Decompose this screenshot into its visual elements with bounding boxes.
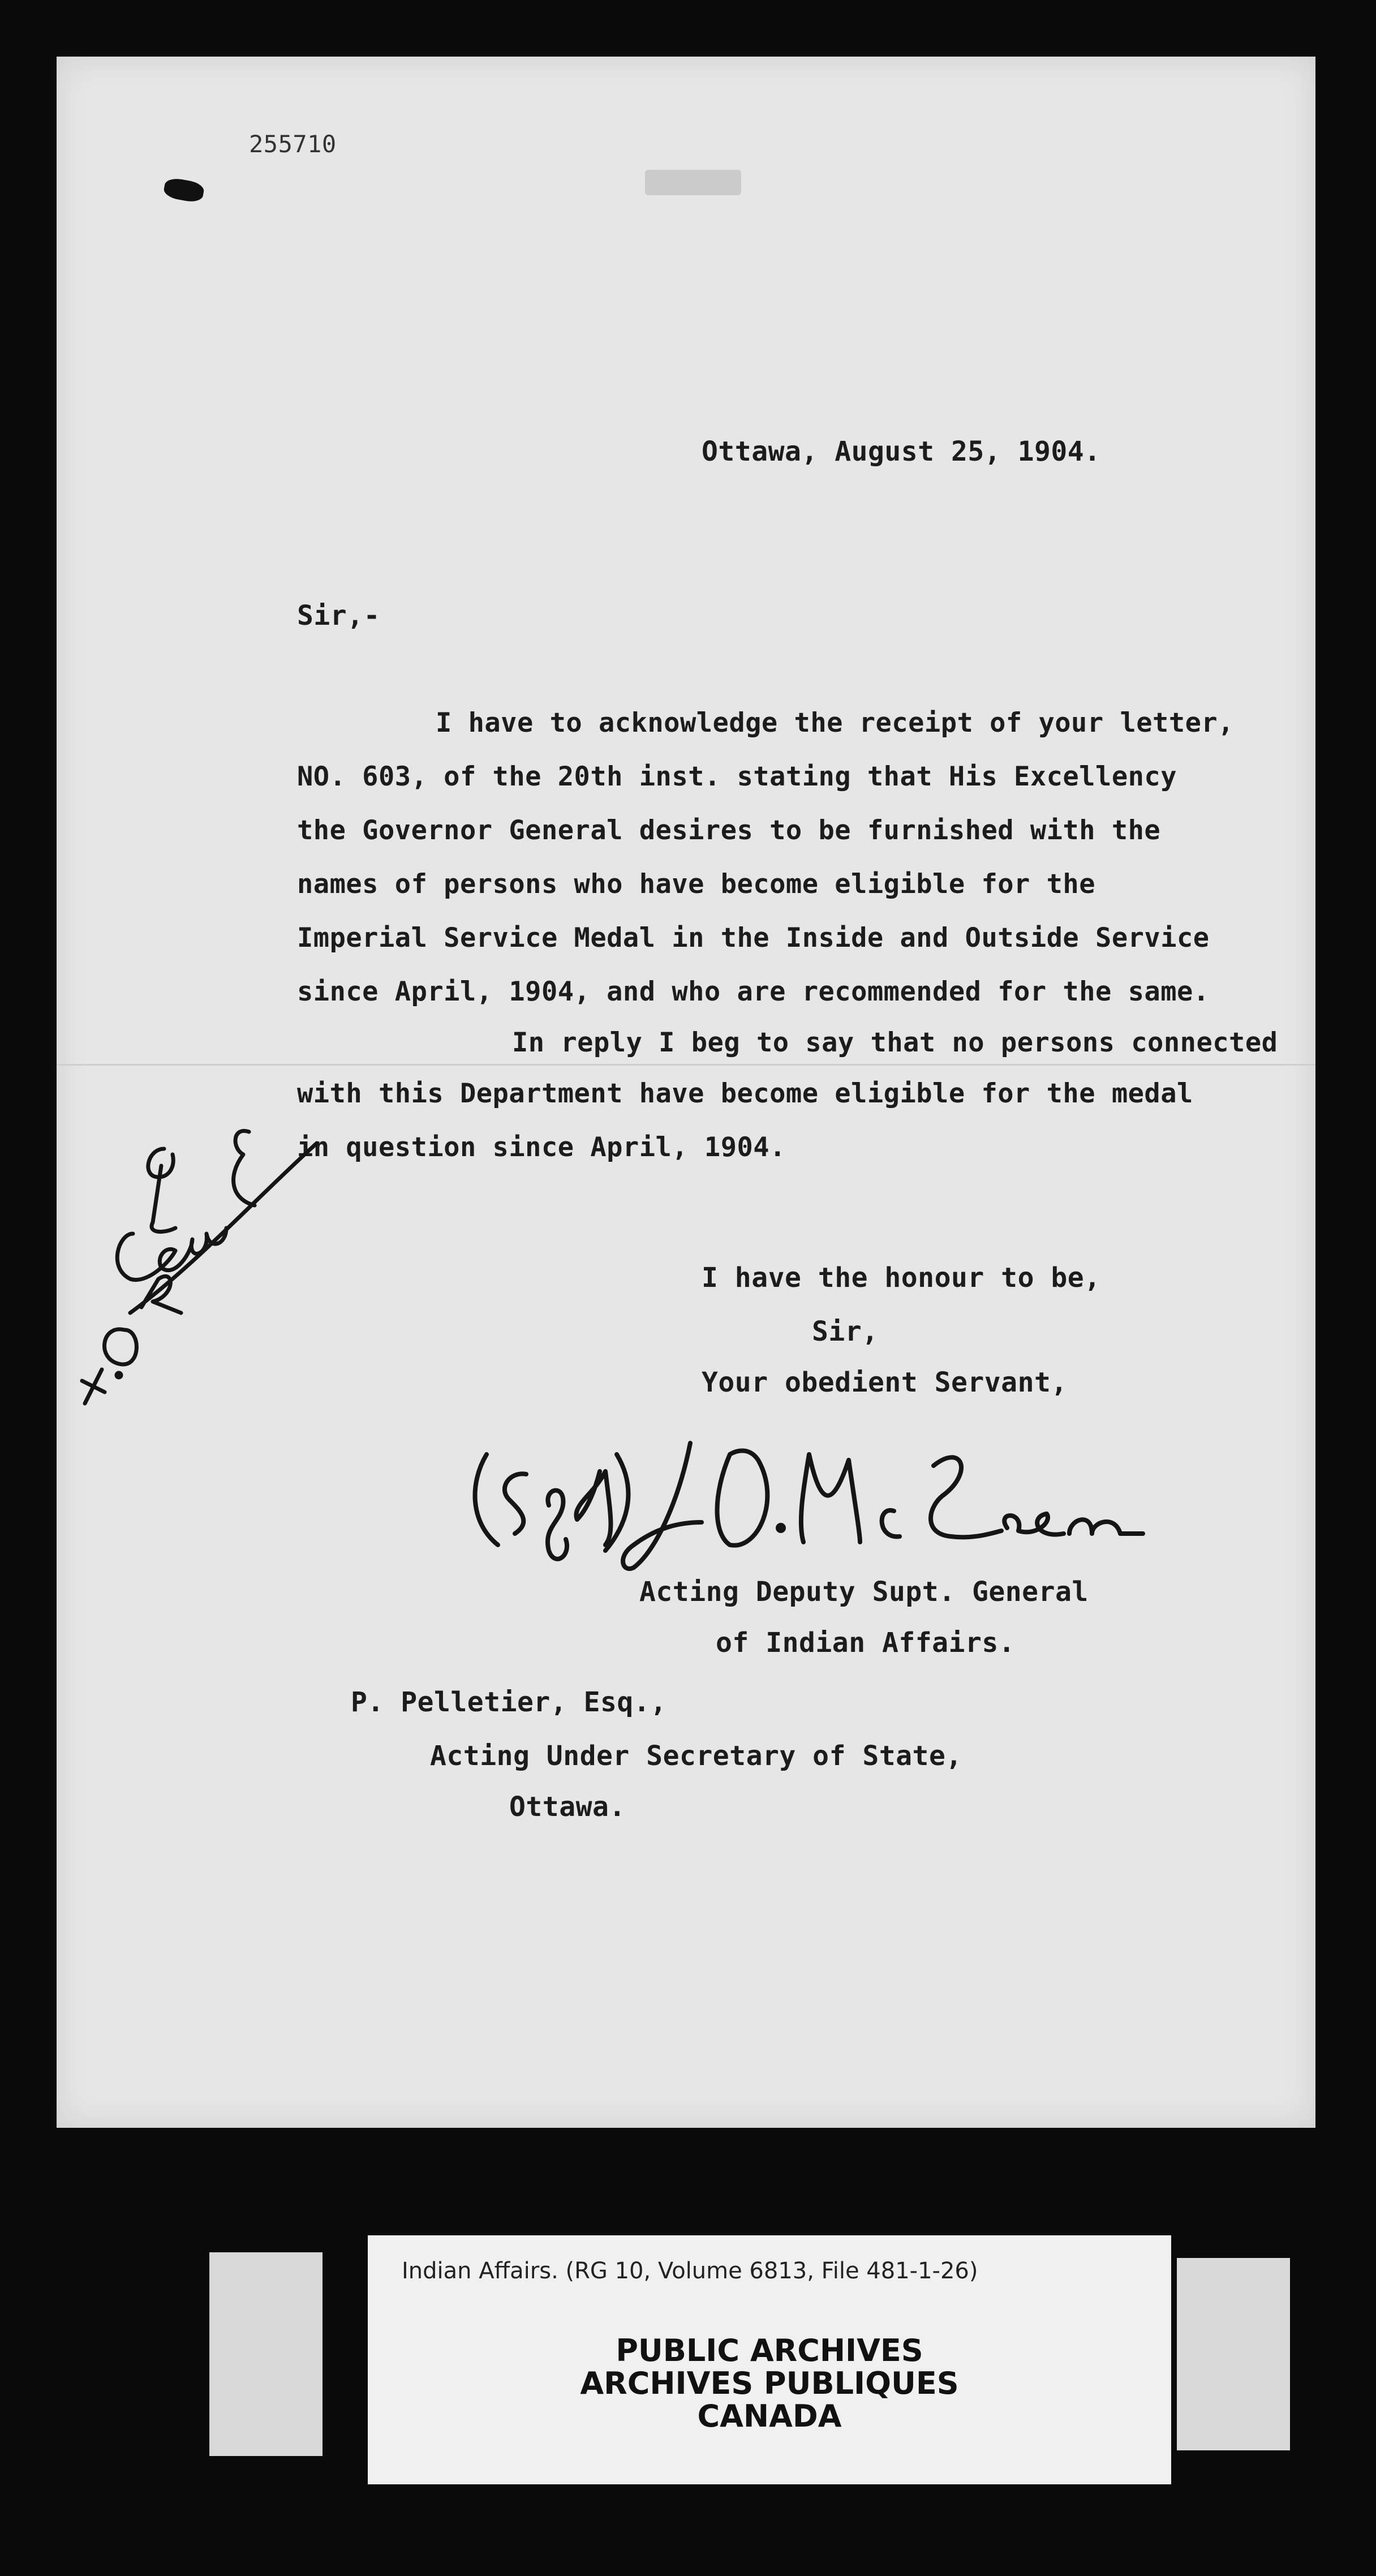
addressee-city: Ottawa. [509, 1791, 626, 1823]
addressee-name: P. Pelletier, Esq., [351, 1686, 667, 1718]
file-number: 255710 [249, 130, 337, 158]
salutation: Sir,- [297, 600, 380, 632]
archive-stamp [368, 2334, 1171, 2433]
archive-tab-right [1177, 2258, 1290, 2450]
addressee-title: Acting Under Secretary of State, [430, 1740, 962, 1772]
body-line: NO. 603, of the 20th inst. stating that His Excellency [297, 761, 1177, 792]
body-line: I have to acknowledge the receipt of your letter, [436, 707, 1235, 739]
closing-line: I have the honour to be, [702, 1262, 1101, 1294]
body-line: since April, 1904, and who are recommended for the same. [297, 976, 1210, 1007]
closing-line: Your obedient Servant, [702, 1367, 1068, 1398]
handwritten-signature [464, 1420, 1154, 1590]
archive-stamp-line: ARCHIVES PUBLIQUES [580, 2365, 959, 2401]
signer-title: Acting Deputy Supt. General [639, 1576, 1089, 1608]
letter-date: Ottawa, August 25, 1904. [702, 436, 1101, 467]
body-line: Imperial Service Medal in the Inside and Outside Service [297, 922, 1210, 954]
body-line: In reply I beg to say that no persons connected [512, 1027, 1278, 1058]
closing-line: Sir, [812, 1316, 879, 1347]
body-line: the Governor General desires to be furnished with the [297, 815, 1161, 846]
body-line: names of persons who have become eligible for the [297, 869, 1096, 900]
archive-tab-left [209, 2252, 322, 2456]
signer-title: of Indian Affairs. [716, 1627, 1016, 1659]
archive-label-strip [368, 2235, 1171, 2484]
body-line: with this Department have become eligible for the medal [297, 1078, 1193, 1109]
archive-stamp-line: PUBLIC ARCHIVES [616, 2333, 923, 2368]
archive-reference: Indian Affairs. (RG 10, Volume 6813, File 481-1-26) [402, 2258, 978, 2284]
body-line: in question since April, 1904. [297, 1132, 786, 1163]
faded-stamp [645, 170, 741, 195]
margin-annotation [62, 1064, 328, 1426]
archive-stamp-line: CANADA [697, 2398, 842, 2434]
